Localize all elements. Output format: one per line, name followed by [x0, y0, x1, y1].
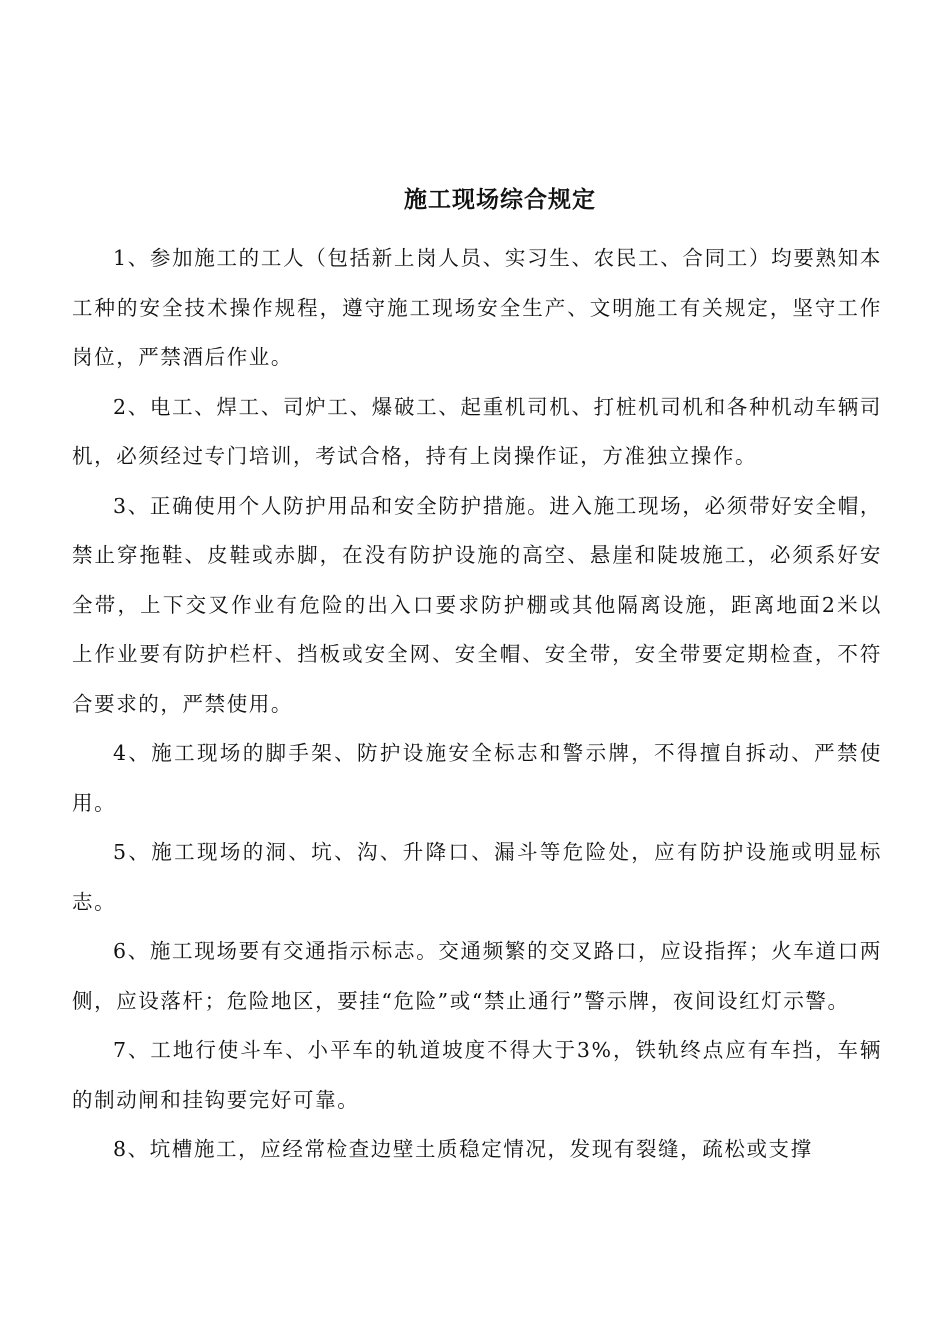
page-title: 施工现场综合规定 [404, 186, 596, 213]
paragraph-6: 6、施工现场要有交通指示标志。交通频繁的交叉路口，应设指挥；火车道口两侧，应设落杆；危险地区，要挂“危险”或“禁止通行”警示牌，夜间设红灯示警。 [72, 939, 882, 1013]
paragraph-2: 2、电工、焊工、司炉工、爆破工、起重机司机、打桩机司机和各种机动车辆司机，必须经过专门培训，考试合格，持有上岗操作证，方准独立操作。 [72, 394, 882, 468]
paragraph-1: 1、参加施工的工人（包括新上岗人员、实习生、农民工、合同工）均要熟知本工种的安全技术操作规程，遵守施工现场安全生产、文明施工有关规定，坚守工作岗位，严禁酒后作业。 [72, 246, 882, 369]
document-body [72, 234, 882, 1175]
paragraph-7: 7、工地行使斗车、小平车的轨道坡度不得大于3%，铁轨终点应有车挡，车辆的制动闸和挂钩要完好可靠。 [72, 1038, 882, 1112]
paragraph-8: 8、坑槽施工，应经常检查边壁土质稳定情况，发现有裂缝，疏松或支撑 [113, 1137, 813, 1161]
paragraph-5: 5、施工现场的洞、坑、沟、升降口、漏斗等危险处，应有防护设施或明显标志。 [72, 840, 882, 914]
paragraph-4: 4、施工现场的脚手架、防护设施安全标志和警示牌，不得擅自拆动、严禁使用。 [72, 741, 882, 815]
paragraph-3: 3、正确使用个人防护用品和安全防护措施。进入施工现场，必须带好安全帽，禁止穿拖鞋、皮鞋或赤脚，在没有防护设施的高空、悬崖和陡坡施工，必须系好安全带，上下交叉作业有危险的出入口要求防护棚或其他隔离设施，距离地面2米以上作业要有防护栏杆、挡板或安全网、安全帽、安全带，安全带要定期检查，不符合要求的，严禁使用。 [72, 493, 882, 716]
